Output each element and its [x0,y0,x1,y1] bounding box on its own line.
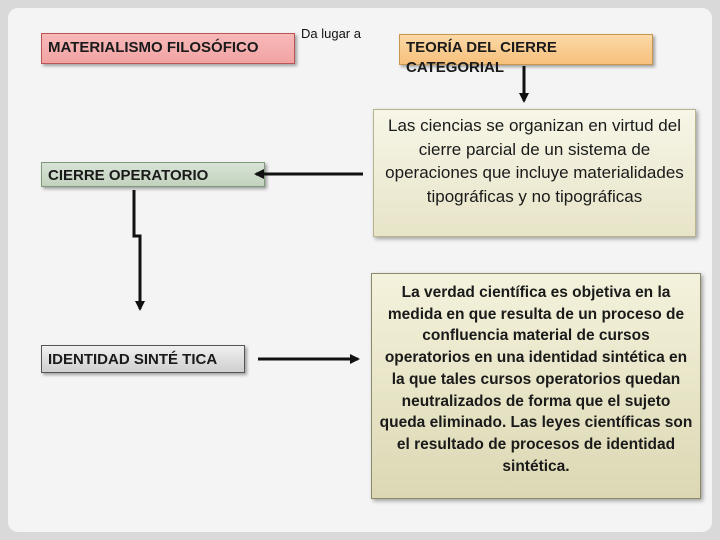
node-verdad-text: La verdad científica es objetiva en la medida en que resulta de un proceso de confluencia material de cursos operatorios en una identidad sintética en la que tales cursos operatorios quedan neutralizados de forma que el sujeto queda eliminado. Las leyes científicas son el resultado de procesos de identidad sintética. [379,284,693,475]
node-identidad-label: IDENTIDAD SINTÉ TICA [48,351,218,368]
node-cierre-operatorio-label: CIERRE OPERATORIO [48,167,209,184]
node-teoria-label: TEORÍA DEL CIERRE CATEGORIAL [406,39,557,76]
node-materialismo-label: MATERIALISMO FILOSÓFICO [48,39,259,56]
connector-label: Da lugar a [301,26,361,41]
node-ciencias-text: Las ciencias se organizan en virtud del cierre parcial de un sistema de operaciones que incluye materialidades tipográficas y no tipográficas [385,116,684,206]
arrow-cierre-to-identidad [134,190,140,309]
